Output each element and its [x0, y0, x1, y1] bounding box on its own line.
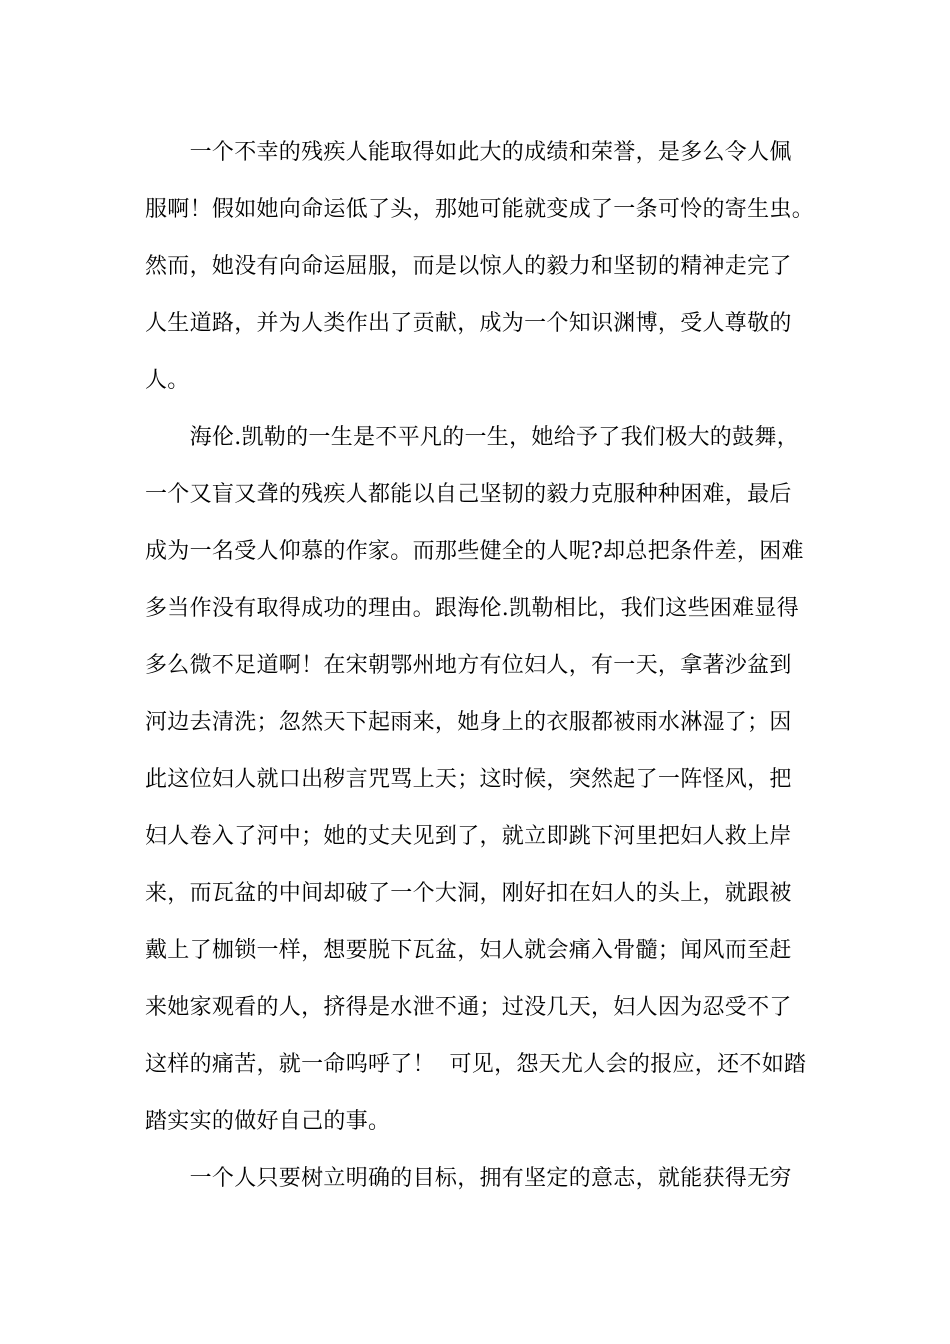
text-line: 来她家观看的人，挤得是水泄不通；过没几天，妇人因为忍受不了: [145, 995, 792, 1020]
text-line: 然而，她没有向命运屈服，而是以惊人的毅力和坚韧的精神走完了: [145, 254, 792, 279]
text-line: 这样的痛苦，就一命呜呼了！ 可见，怨天尤人会的报应，还不如踏: [145, 1052, 807, 1077]
text-line: 多当作没有取得成功的理由。跟海伦.凯勒相比，我们这些困难显得: [145, 596, 799, 621]
text-line: 戴上了枷锁一样，想要脱下瓦盆，妇人就会痛入骨髓；闻风而至赶: [145, 938, 792, 963]
text-line: 一个人只要树立明确的目标，拥有坚定的意志，就能获得无穷: [145, 1166, 792, 1191]
text-line: 成为一名受人仰慕的作家。而那些健全的人呢?却总把条件差，困难: [145, 539, 804, 564]
text-line: 一个不幸的残疾人能取得如此大的成绩和荣誉，是多么令人佩: [145, 140, 792, 165]
text-line: 一个又盲又聋的残疾人都能以自己坚韧的毅力克服种种困难，最后: [145, 482, 792, 507]
text-line: 人。: [145, 368, 190, 393]
text-line: 来，而瓦盆的中间却破了一个大洞，刚好扣在妇人的头上，就跟被: [145, 881, 792, 906]
text-line: 多么微不足道啊！在宋朝鄂州地方有位妇人，有一天，拿著沙盆到: [145, 653, 792, 678]
text-line: 河边去清洗；忽然天下起雨来，她身上的衣服都被雨水淋湿了；因: [145, 710, 792, 735]
text-line: 踏实实的做好自己的事。: [145, 1109, 391, 1134]
text-line: 人生道路，并为人类作出了贡献，成为一个知识渊博，受人尊敬的: [145, 311, 792, 336]
text-line: 服啊！假如她向命运低了头，那她可能就变成了一条可怜的寄生虫。: [145, 197, 815, 222]
text-line: 此这位妇人就口出秽言咒骂上天；这时候，突然起了一阵怪风，把: [145, 767, 792, 792]
text-line: 海伦.凯勒的一生是不平凡的一生，她给予了我们极大的鼓舞，: [145, 425, 799, 450]
text-line: 妇人卷入了河中；她的丈夫见到了，就立即跳下河里把妇人救上岸: [145, 824, 792, 849]
